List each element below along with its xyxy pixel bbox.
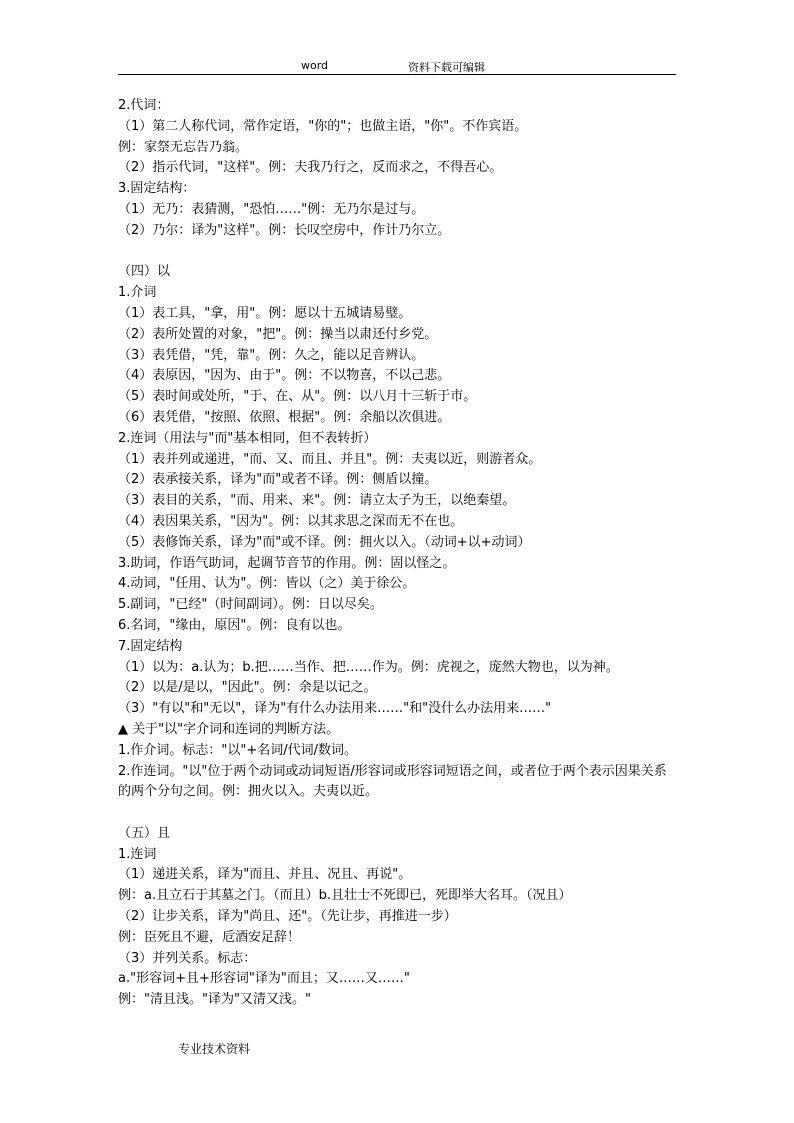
body-line: （1）以为：a.认为；b.把……当作、把……作为。例：虎视之，庞然大物也，以为神。 bbox=[118, 659, 619, 675]
body-line: （四）以 bbox=[118, 264, 171, 280]
body-line: 例：a.且立石于其墓之门。（而且）b.且壮士不死即已，死即举大名耳。（况且） bbox=[118, 888, 572, 904]
body-line: （1）无乃：表猜测，"恐怕……"例：无乃尔是过与。 bbox=[118, 201, 425, 217]
blank-line bbox=[118, 803, 678, 824]
header-right-text: 资料下载可编辑 bbox=[408, 61, 485, 74]
body-line: 例：家祭无忘告乃翁。 bbox=[118, 139, 249, 155]
body-line: （2）表所处置的对象，"把"。例：操当以肃还付乡党。 bbox=[118, 326, 438, 342]
body-line: （5）表修饰关系，译为"而"或不译。例：拥火以入。（动词+以+动词） bbox=[118, 534, 531, 550]
body-line: 3.固定结构： bbox=[118, 181, 196, 197]
body-line: a."形容词+且+形容词"译为"而且；又……又……" bbox=[118, 971, 410, 987]
body-line: （2）指示代词，"这样"。例：夫我乃行之，反而求之，不得吾心。 bbox=[118, 160, 503, 176]
page-footer: 专业技术资料 bbox=[178, 1042, 251, 1056]
body-line: （2）以是/是以，"因此"。例：余是以记之。 bbox=[118, 680, 377, 696]
body-line: 2.代词： bbox=[118, 98, 170, 113]
body-line: （1）表工具，"拿，用"。例：愿以十五城请易璧。 bbox=[118, 305, 412, 321]
header-left-text: word bbox=[301, 59, 329, 72]
body-line: （3）"有以"和"无以"，译为"有什么办法用来……"和"没什么办法用来……" bbox=[118, 701, 552, 717]
body-line: 4.动词，"任用、认为"。例：皆以（之）美于徐公。 bbox=[118, 576, 416, 592]
body-line: 1.连词 bbox=[118, 846, 157, 862]
body-line: 例："清且浅。"译为"又清又浅。" bbox=[118, 992, 311, 1008]
body-line: 3.助词，作语气助词，起调节音节的作用。例：固以怪之。 bbox=[118, 555, 456, 571]
body-line: （1）表并列或递进，"而、又、而且、并且"。例：夫夷以近，则游者众。 bbox=[118, 451, 542, 467]
body-line: 6.名词，"缘由，原因"。例：良有以也。 bbox=[118, 617, 351, 633]
body-line: 5.副词，"已经"（时间副词）。例：日以尽矣。 bbox=[118, 597, 383, 613]
blank-line bbox=[118, 242, 678, 263]
body-line: （5）表时间或处所，"于、在、从"。例：以八月十三斩于市。 bbox=[118, 389, 477, 405]
body-line: （3）并列关系。标志： bbox=[118, 950, 257, 966]
page-header bbox=[118, 58, 676, 75]
body-line: （4）表因果关系，"因为"。例：以其求思之深而无不在也。 bbox=[118, 513, 464, 529]
body-line: （6）表凭借，"按照、依照、根据"。例：余船以次俱进。 bbox=[118, 409, 451, 425]
body-line: 2.作连词。"以"位于两个动词或动词短语/形容词或形容词短语之间，或者位于两个表示因果关系的两个分句之间。例：拥火以入。夫夷以近。 bbox=[118, 763, 667, 800]
body-line: （五）且 bbox=[118, 825, 171, 841]
body-line: 1.介词 bbox=[118, 285, 157, 301]
body-line: 7.固定结构 bbox=[118, 638, 183, 654]
body-line: 1.作介词。标志："以"+名词/代词/数词。 bbox=[118, 742, 358, 758]
body-line: （4）表原因，"因为、由于"。例：不以物喜，不以己悲。 bbox=[118, 368, 451, 384]
body-line: （2）表承接关系，译为"而"或者不译。例：侧盾以撞。 bbox=[118, 472, 438, 488]
body-line: （3）表目的关系，"而、用来、来"。例：请立太子为王，以绝秦望。 bbox=[118, 493, 516, 509]
document-body bbox=[118, 96, 678, 1011]
body-line: 例：臣死且不避，卮酒安足辞！ bbox=[118, 929, 301, 945]
body-line: 2.连词（用法与"而"基本相同，但不表转折） bbox=[118, 430, 377, 446]
body-line: （1）递进关系，译为"而且、并且、况且、再说"。 bbox=[118, 867, 412, 883]
body-line: （1）第二人称代词，常作定语，"你的"；也做主语，"你"。不作宾语。 bbox=[118, 118, 528, 134]
body-line: （2）让步关系，译为"尚且、还"。（先让步，再推进一步） bbox=[118, 909, 457, 925]
body-line: （3）表凭借，"凭，靠"。例：久之，能以足音辨认。 bbox=[118, 347, 425, 363]
body-line: （2）乃尔：译为"这样"。例：长叹空房中，作计乃尔立。 bbox=[118, 222, 451, 238]
body-line: ▲ 关于"以"字介词和连词的判断方法。 bbox=[118, 721, 340, 737]
